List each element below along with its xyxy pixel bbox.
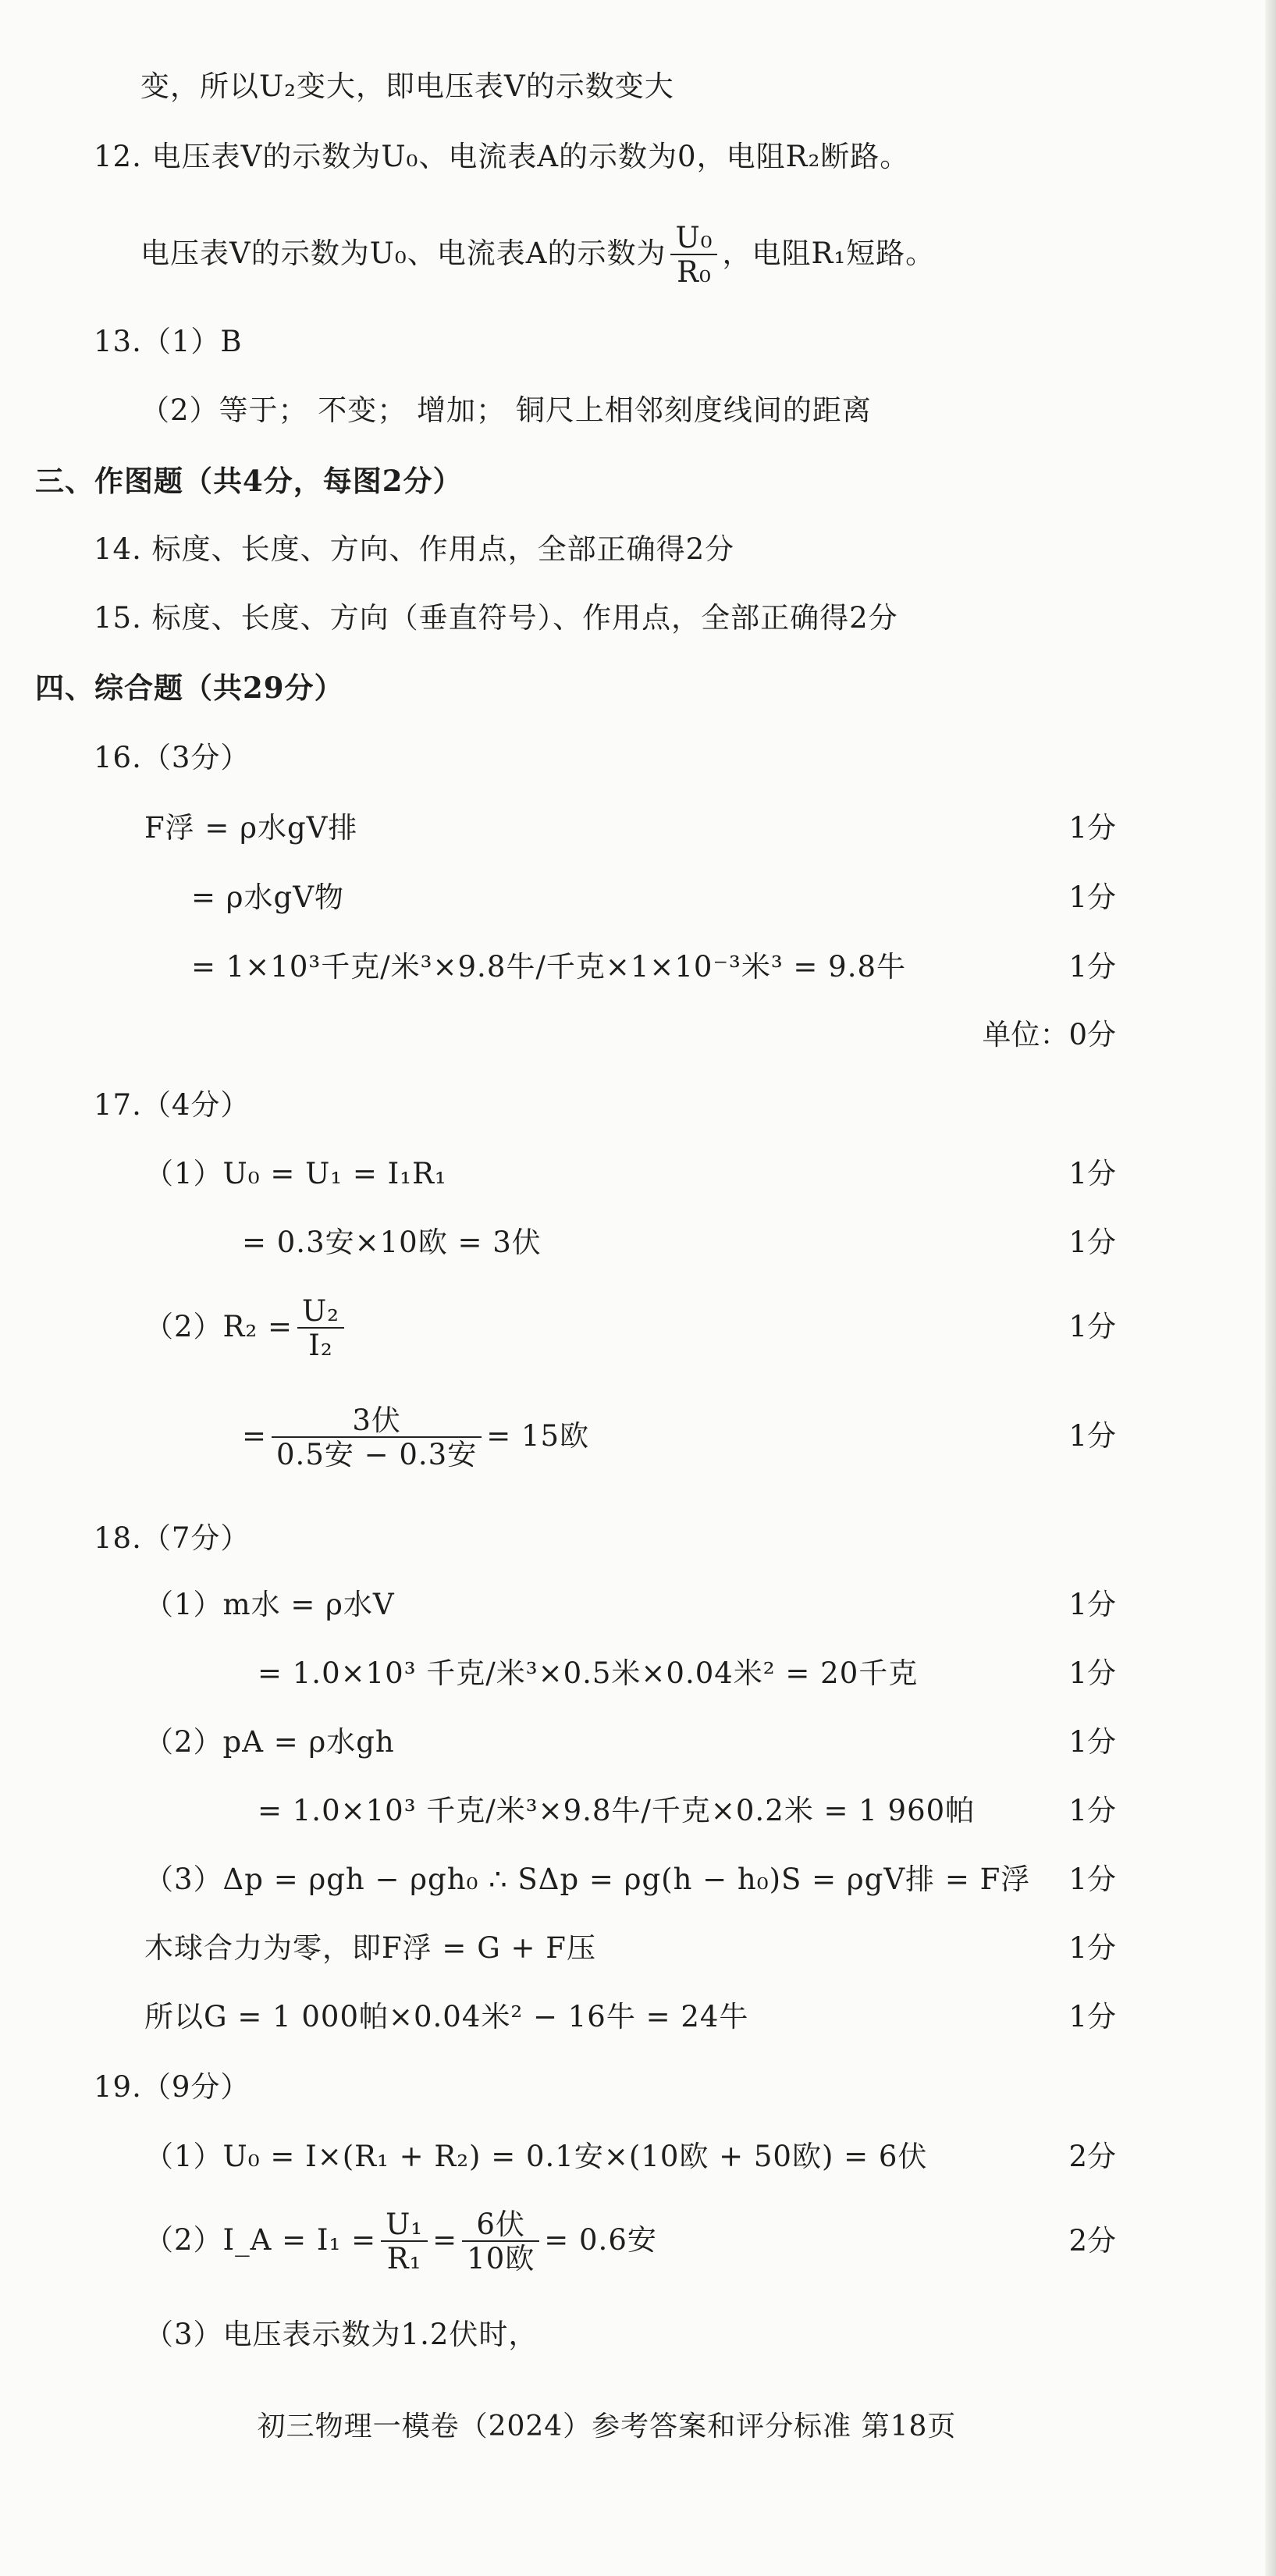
q16-heading: 16.（3分） bbox=[94, 741, 251, 774]
q13-line-1: 13.（1）B bbox=[94, 325, 243, 358]
q18-score-2: 1分 bbox=[1068, 1656, 1116, 1690]
q17-step-3: （2）R₂ = $\frac{\text{U₂}}{\text{I₂}}$ bbox=[144, 1288, 349, 1366]
q16-step-3: = 1×10³千克/米³×9.8牛/千克×1×10⁻³米³ = 9.8牛 bbox=[191, 950, 907, 984]
q12-line-1: 12. 电压表V的示数为U₀、电流表A的示数为0，电阻R₂断路。 bbox=[94, 140, 910, 173]
q19-heading: 19.（9分） bbox=[94, 2070, 251, 2104]
q16-unit-note: 单位：0分 bbox=[982, 1018, 1116, 1051]
fraction-u0-r0: $\frac{\text{U₀}}{\text{R₀}}$ bbox=[670, 222, 717, 290]
q16-score-2: 1分 bbox=[1068, 881, 1116, 914]
q17-step-2: = 0.3安×10欧 = 3伏 bbox=[242, 1226, 542, 1259]
q16-step-1: F浮 = ρ水gV排 bbox=[144, 811, 358, 845]
q18-step-4: = 1.0×10³ 千克/米³×9.8牛/千克×0.2米 = 1 960帕 bbox=[258, 1794, 976, 1827]
q17-score-3: 1分 bbox=[1068, 1310, 1116, 1343]
q17-score-2: 1分 bbox=[1068, 1226, 1116, 1259]
page-footer: 初三物理一模卷（2024）参考答案和评分标准 第18页 bbox=[257, 2411, 957, 2443]
q12-line-2: 电压表V的示数为U₀、电流表A的示数为 $\frac{\text{U₀}}{\text{R₀}}$ ，电阻R₁短路。 bbox=[140, 220, 936, 289]
q11-continuation: 变，所以U₂变大，即电压表V的示数变大 bbox=[140, 69, 674, 103]
q17-heading: 17.（4分） bbox=[94, 1088, 251, 1122]
q17-score-4: 1分 bbox=[1068, 1419, 1116, 1453]
q18-score-5: 1分 bbox=[1068, 1863, 1116, 1896]
q19-score-2: 2分 bbox=[1068, 2224, 1116, 2258]
q18-score-1: 1分 bbox=[1068, 1588, 1116, 1621]
q18-step-5: （3）Δp = ρgh − ρgh₀ ∴ SΔp = ρg(h − h₀)S = ρgV排 = F浮 bbox=[144, 1863, 1031, 1896]
q18-score-4: 1分 bbox=[1068, 1794, 1116, 1827]
q19-step-2: （2）I_A = I₁ = $\frac{\text{U₁}}{\text{R₁}}$ = $\frac{\text{6伏}}{\text{10欧}}$ = 0.6安 bbox=[144, 2207, 657, 2275]
fraction-u2-i2: $\frac{\text{U₂}}{\text{I₂}}$ bbox=[297, 1296, 344, 1363]
fraction-3v-current: $\frac{\text{3伏}}{\text{0.5安 − 0.3安}}$ bbox=[272, 1405, 482, 1472]
q14-line: 14. 标度、长度、方向、作用点，全部正确得2分 bbox=[94, 532, 735, 566]
scan-page-edge bbox=[1265, 0, 1276, 2576]
q17-step-1: （1）U₀ = U₁ = I₁R₁ bbox=[144, 1157, 447, 1190]
q18-step-2: = 1.0×10³ 千克/米³×0.5米×0.04米² = 20千克 bbox=[258, 1656, 919, 1690]
q18-score-7: 1分 bbox=[1068, 2000, 1116, 2033]
q17-score-1: 1分 bbox=[1068, 1157, 1116, 1190]
q18-score-3: 1分 bbox=[1068, 1725, 1116, 1759]
q15-line: 15. 标度、长度、方向（垂直符号）、作用点，全部正确得2分 bbox=[94, 601, 898, 635]
q17-step-4: = $\frac{\text{3伏}}{\text{0.5安 − 0.3安}}$ = 15欧 bbox=[242, 1403, 590, 1471]
q18-heading: 18.（7分） bbox=[94, 1521, 251, 1555]
q19-step-3: （3）电压表示数为1.2伏时， bbox=[144, 2318, 538, 2351]
q16-score-3: 1分 bbox=[1068, 950, 1116, 984]
section-3-heading: 三、作图题（共4分，每图2分） bbox=[35, 464, 463, 498]
q18-step-3: （2）pA = ρ水gh bbox=[144, 1725, 395, 1759]
fraction-u1-r1: $\frac{\text{U₁}}{\text{R₁}}$ bbox=[381, 2209, 428, 2276]
q18-step-7: 所以G = 1 000帕×0.04米² − 16牛 = 24牛 bbox=[144, 2000, 749, 2033]
q16-step-2: = ρ水gV物 bbox=[191, 881, 344, 914]
q13-line-2: （2）等于； 不变； 增加； 铜尺上相邻刻度线间的距离 bbox=[140, 393, 872, 427]
q19-step-1: （1）U₀ = I×(R₁ + R₂) = 0.1安×(10欧 + 50欧) = 6伏 bbox=[144, 2140, 928, 2173]
q16-score-1: 1分 bbox=[1068, 811, 1116, 845]
q18-step-6: 木球合力为零，即F浮 = G + F压 bbox=[144, 1931, 596, 1965]
q18-step-1: （1）m水 = ρ水V bbox=[144, 1588, 395, 1621]
q19-score-1: 2分 bbox=[1068, 2140, 1116, 2173]
q18-score-6: 1分 bbox=[1068, 1931, 1116, 1965]
section-4-heading: 四、综合题（共29分） bbox=[35, 671, 344, 705]
fraction-6v-10ohm: $\frac{\text{6伏}}{\text{10欧}}$ bbox=[462, 2209, 539, 2276]
